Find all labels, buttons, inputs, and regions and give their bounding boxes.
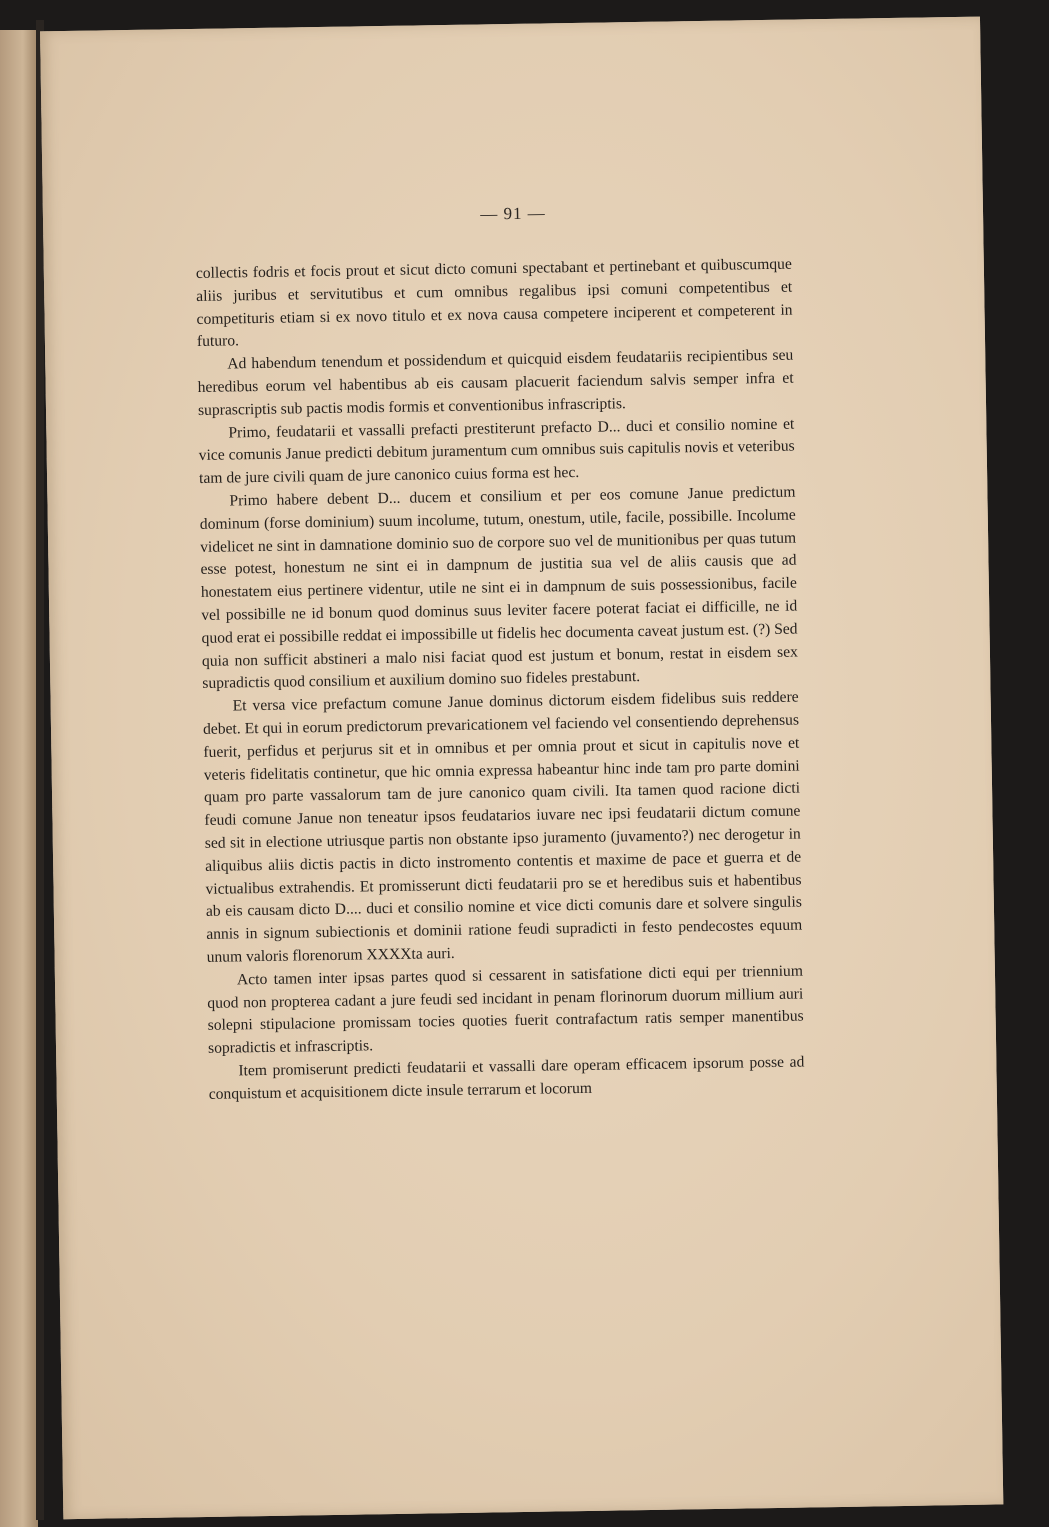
paragraph-7: Item promiserunt predicti feudatarii et vassalli dare operam efficacem ipsorum posse ad conquistum et acquisitionem dicte insule terrarum et locorum [208,1053,805,1103]
body-text [196,254,805,1107]
paragraph-3: Primo, feudatarii et vassalli prefacti prestiterunt prefacto D... duci et consilio nomine et vice comunis Janue predicti debitum juramentum cum omnibus suis capitulis novis et veteribus tam de jure civili quam de jure canonico cuius forma est hec. [198,415,795,488]
book-page [40,17,1003,1520]
facing-page-edge [0,30,38,1527]
paragraph-4: Primo habere debent D... ducem et consilium et per eos comune Janue predictum dominum (forse dominium) suum incolume, tutum, onestum, utile, facile, possibille. Incolume videlicet ne sint in damnatione dominio suo de corpore suo vel de munitionibus per quas tutum esse potest, honestum ne sint ei in dampnum de justitia sua vel de aliis causis que ad honestatem eius pertinere videntur, utile ne sint ei in dampnum de suis possessionibus, facile vel possibille ne id bonum quod dominus suus leviter facere poterat faciat ei difficille, ne id quod erat ei possibille reddat ei impossibille ut fidelis hec documenta caveat justum est. (?) Sed quia non sufficit abstineri a malo nisi faciat quod est justum et bonum, restat in eisdem sex supradictis quod consilium et auxilium domino suo fideles prestabunt. [199,483,799,693]
page-number: — 91 — [480,203,546,224]
paragraph-2: Ad habendum tenendum et possidendum et quicquid eisdem feudatariis recipientibus seu heredibus eorum vel habentibus ab eis causam placuerit faciendum salvis semper infra et suprascriptis sub pactis modis formis et conventionibus infrascriptis. [197,346,794,419]
paragraph-1: collectis fodris et focis prout et sicut dicto comuni spectabant et pertinebant et quibuscumque aliis juribus et servitutibus et cum omnibus regalibus ipsi comuni competentibus et competituris etiam si ex novo titulo et ex nova causa competere inciperent et competerent in futuro. [195,255,793,351]
paragraph-6: Acto tamen inter ipsas partes quod si cessarent in satisfatione dicti equi per triennium quod non propterea cadant a jure feudi sed incidant in penam florinorum duorum millium auri solepni stipulacione promissam tocies quoties fuerit contrafactum ratis semper manentibus sopradictis et infrascriptis. [207,962,804,1057]
paragraph-5: Et versa vice prefactum comune Janue dominus dictorum eisdem fidelibus suis reddere debet. Et qui in eorum predictorum prevaricationem vel faciendo vel consentiendo deprehensus fuerit, perfidus et perjurus sit et in omnibus et per omnia prout et sicut in capitulis nove et veteris fidelitatis continetur, que hic omnia expressa habeantur hinc inde tam pro parte domini quam pro parte vassalorum tam de jure canonico quam civili. Ita tamen quod racione dicti feudi comune Janue non teneatur ipsos feudatarios iuvare nec ipsi feudatarii dictum comune sed sit in electione utriusque partis non obstante ipso juramento (juvamento?) nec derogetur in aliquibus aliis dictis pactis in dicto instromento contentis et maxime de pace et guerra et de victualibus extrahendis. Et promisserunt dicti feudatarii pro se et heredibus suis et habentibus ab eis causam dicto D.... duci et consilio nomine et vice dicti comunis dare et solvere singulis annis in signum subiectionis et dominii ratione feudi supradicti in festo pendecostes equum unum valoris florenorum XXXXta auri. [202,688,803,966]
